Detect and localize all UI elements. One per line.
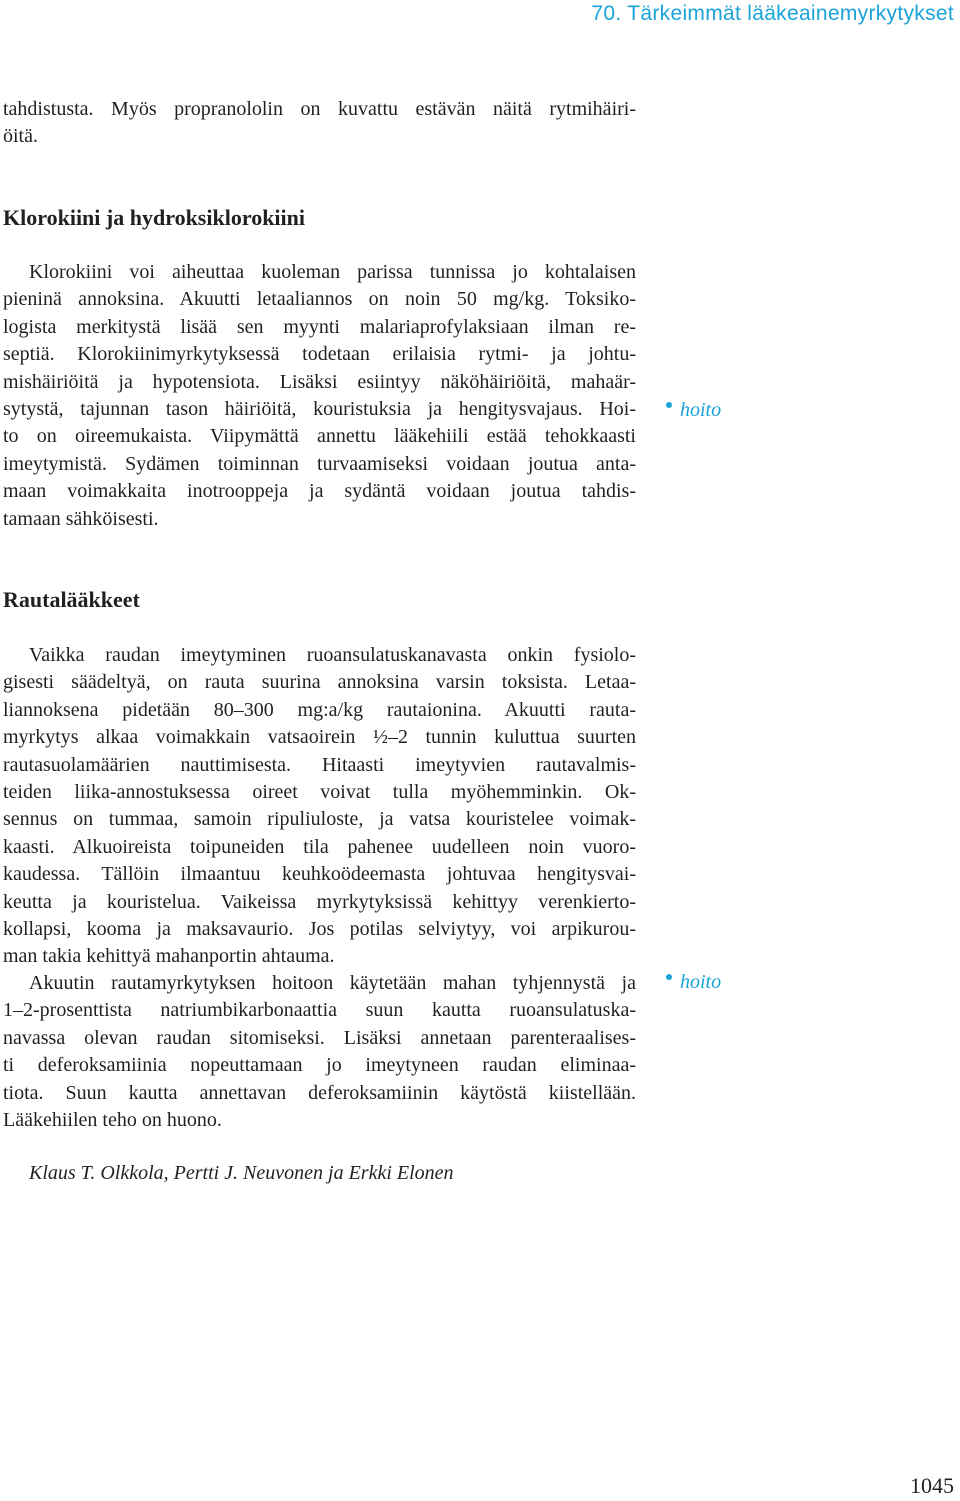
margin-note-label: hoito (680, 399, 722, 421)
text-line: logista merkitystä lisää sen myynti malariaprofylaksiaan ilman re- (3, 315, 636, 338)
margin-note-hoito (666, 969, 721, 996)
text-line: öitä. (3, 125, 38, 148)
text-line: liannoksena pidetään 80–300 mg:a/kg rautaionina. Akuutti rauta- (3, 698, 636, 721)
page-number: 1045 (910, 1473, 954, 1498)
text-line: sytystä, tajunnan tason häiriöitä, kouristuksia ja hengitysvajaus. Hoi- (3, 397, 636, 420)
text-line: kaasti. Alkuoireista toipuneiden tila pahenee uudelleen noin vuoro- (3, 835, 636, 858)
iron-paragraph-1 (3, 642, 636, 971)
intro-paragraph (3, 96, 636, 151)
text-line: tamaan sähköisesti. (3, 507, 159, 530)
text-line: tahdistusta. Myös propranololin on kuvattu estävän näitä rytmihäiri- (3, 98, 636, 120)
text-line: pieninä annoksina. Akuutti letaaliannos on noin 50 mg/kg. Toksiko- (3, 288, 636, 311)
section-heading-iron: Rautalääkkeet (3, 587, 140, 612)
text-line: Akuutin rautamyrkytyksen hoitoon käytetään mahan tyhjennystä ja (29, 972, 636, 994)
text-line: imeytymistä. Sydämen toiminnan turvaamiseksi voidaan joutua anta- (3, 452, 636, 475)
margin-note-hoito (666, 397, 721, 424)
text-line: Klorokiini voi aiheuttaa kuoleman parissa tunnissa jo kohtalaisen (29, 261, 636, 283)
text-line: Vaikka raudan imeytyminen ruoansulatuskanavasta onkin fysiolo- (29, 644, 636, 666)
margin-note-label: hoito (680, 971, 722, 993)
text-line: myrkytys alkaa voimakkain vatsaoirein ½–2 tunnin kuluttua suurten (3, 726, 636, 749)
text-line: kollapsi, kooma ja maksavaurio. Jos potilas selviytyy, voi arpikurou- (3, 917, 636, 940)
text-line: ti deferoksamiinia nopeuttamaan jo imeytyneen raudan eliminaa- (3, 1054, 636, 1077)
running-header: 70. Tärkeimmät lääkeainemyrkytykset (591, 2, 954, 25)
text-line: gisesti säädeltyä, on rauta suurina annoksina varsin toksista. Letaa- (3, 671, 636, 694)
text-line: man takia kehittyä mahanportin ahtauma. (3, 945, 335, 968)
text-line: tiota. Suun kautta annettavan deferoksamiinin käytöstä kiistellään. (3, 1081, 636, 1104)
text-line: mishäiriöitä ja hypotensiota. Lisäksi esiintyy näköhäiriöitä, mahaär- (3, 370, 636, 393)
text-line: Lääkehiilen teho on huono. (3, 1108, 222, 1131)
text-line: teiden liika-annostuksessa oireet voivat tulla myöhemminkin. Ok- (3, 780, 636, 803)
iron-paragraph-2 (3, 970, 636, 1134)
section-heading-chloroquine: Klorokiini ja hydroksiklorokiini (3, 205, 305, 230)
chloroquine-paragraph (3, 259, 636, 533)
text-line: to on oireemukaista. Viipymättä annettu lääkehiili estää tehokkaasti (3, 425, 636, 448)
authors-line: Klaus T. Olkkola, Pertti J. Neuvonen ja Erkki Elonen (29, 1162, 454, 1184)
text-line: rautasuolamäärien nauttimisesta. Hitaasti imeytyvien rautavalmis- (3, 753, 636, 776)
bullet-icon (666, 402, 672, 408)
text-line: navassa olevan raudan sitomiseksi. Lisäksi annetaan parenteraalises- (3, 1026, 636, 1049)
text-line: sennus on tummaa, samoin ripuliuloste, ja vatsa kouristelee voimak- (3, 808, 636, 831)
text-line: keutta ja kouristelua. Vaikeissa myrkytyksissä kehittyy verenkierto- (3, 890, 636, 913)
bullet-icon (666, 974, 672, 980)
text-line: 1–2-prosenttista natriumbikarbonaattia suun kautta ruoansulatuska- (3, 999, 636, 1022)
text-line: maan voimakkaita inotrooppeja ja sydäntä voidaan joutua tahdis- (3, 480, 636, 503)
text-line: septiä. Klorokiinimyrkytyksessä todetaan erilaisia rytmi- ja johtu- (3, 343, 636, 366)
text-line: kaudessa. Tällöin ilmaantuu keuhkoödeemasta johtuvaa hengitysvai- (3, 863, 636, 886)
